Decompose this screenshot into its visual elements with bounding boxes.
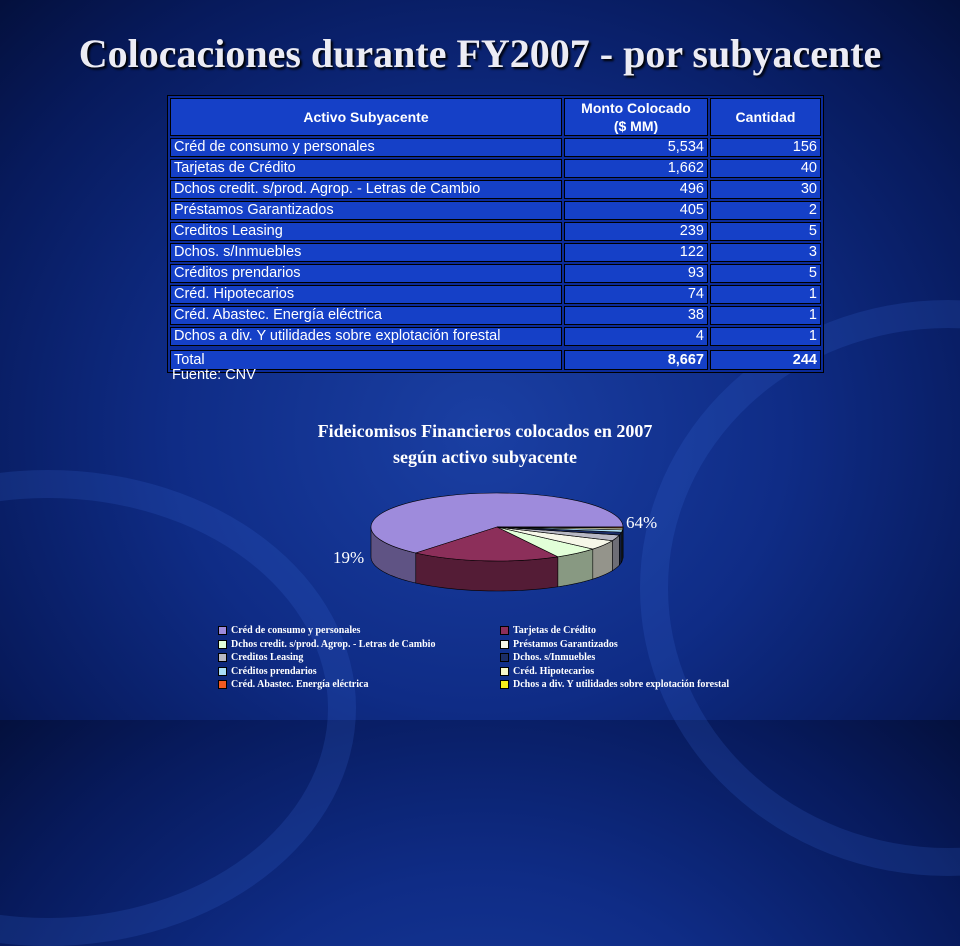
- cell-activo: Tarjetas de Crédito: [170, 159, 562, 178]
- cell-monto: 5,534: [564, 138, 708, 157]
- legend-item: [218, 639, 435, 650]
- cell-cantidad: 2: [710, 201, 821, 220]
- legend-swatch: [500, 640, 509, 649]
- legend-item: [218, 679, 368, 690]
- legend-label: Créd. Hipotecarios: [513, 666, 594, 677]
- cell-cantidad: 3: [710, 243, 821, 262]
- cell-monto: 38: [564, 306, 708, 325]
- legend-swatch: [218, 626, 227, 635]
- legend-label: Dchos. s/Inmuebles: [513, 652, 595, 663]
- legend-item: [218, 666, 317, 677]
- header-activo: Activo Subyacente: [170, 98, 562, 136]
- cell-activo: Dchos. s/Inmuebles: [170, 243, 562, 262]
- legend-label: Créd de consumo y personales: [231, 625, 360, 636]
- header-monto: Monto Colocado ($ MM): [564, 98, 708, 136]
- legend-item: [500, 679, 729, 690]
- source-note: Fuente: CNV: [172, 367, 256, 383]
- legend-swatch: [218, 667, 227, 676]
- cell-cantidad: 40: [710, 159, 821, 178]
- legend-item: [500, 625, 596, 636]
- slide-title: Colocaciones durante FY2007 - por subyacente: [0, 30, 960, 77]
- cell-monto: 1,662: [564, 159, 708, 178]
- cell-cantidad: 244: [710, 350, 821, 370]
- cell-cantidad: 30: [710, 180, 821, 199]
- cell-monto: 239: [564, 222, 708, 241]
- pie-slice-side: [619, 532, 621, 565]
- cell-activo: Créd de consumo y personales: [170, 138, 562, 157]
- cell-cantidad: 5: [710, 222, 821, 241]
- legend-swatch: [500, 667, 509, 676]
- chart-title-line1: Fideicomisos Financieros colocados en 2007: [230, 418, 740, 444]
- cell-monto: 496: [564, 180, 708, 199]
- header-cantidad: Cantidad: [710, 98, 821, 136]
- legend-label: Préstamos Garantizados: [513, 639, 618, 650]
- legend-swatch: [500, 626, 509, 635]
- cell-activo: Créditos prendarios: [170, 264, 562, 283]
- pie-tops: [371, 493, 623, 561]
- cell-cantidad: 5: [710, 264, 821, 283]
- legend-swatch: [500, 680, 509, 689]
- legend-label: Créditos prendarios: [231, 666, 317, 677]
- chart-title-line2: según activo subyacente: [230, 444, 740, 470]
- cell-cantidad: 156: [710, 138, 821, 157]
- cell-activo: Créd. Hipotecarios: [170, 285, 562, 304]
- cell-activo: Total: [170, 350, 562, 370]
- cell-cantidad: 1: [710, 327, 821, 346]
- cell-monto: 122: [564, 243, 708, 262]
- pie-data-label: 64%: [626, 513, 657, 532]
- pie-data-label: 19%: [333, 548, 364, 567]
- cell-activo: Dchos a div. Y utilidades sobre explotación forestal: [170, 327, 562, 346]
- cell-activo: Créd. Abastec. Energía eléctrica: [170, 306, 562, 325]
- pie-slice-side: [612, 535, 619, 571]
- legend-label: Creditos Leasing: [231, 652, 303, 663]
- legend-label: Tarjetas de Crédito: [513, 625, 596, 636]
- legend-label: Créd. Abastec. Energía eléctrica: [231, 679, 368, 690]
- cell-cantidad: 1: [710, 285, 821, 304]
- cell-activo: Creditos Leasing: [170, 222, 562, 241]
- cell-activo: Dchos credit. s/prod. Agrop. - Letras de Cambio: [170, 180, 562, 199]
- legend-swatch: [218, 680, 227, 689]
- cell-cantidad: 1: [710, 306, 821, 325]
- legend-item: [218, 652, 303, 663]
- cell-activo: Préstamos Garantizados: [170, 201, 562, 220]
- cell-monto: 74: [564, 285, 708, 304]
- legend-item: [218, 625, 360, 636]
- legend-label: Dchos credit. s/prod. Agrop. - Letras de Cambio: [231, 639, 435, 650]
- legend-swatch: [500, 653, 509, 662]
- cell-monto: 93: [564, 264, 708, 283]
- legend-item: [500, 639, 618, 650]
- legend-swatch: [218, 640, 227, 649]
- cell-monto: 4: [564, 327, 708, 346]
- cell-monto: 405: [564, 201, 708, 220]
- legend-swatch: [218, 653, 227, 662]
- legend-item: [500, 652, 595, 663]
- cell-monto: 8,667: [564, 350, 708, 370]
- legend-item: [500, 666, 594, 677]
- legend-label: Dchos a div. Y utilidades sobre explotación forestal: [513, 679, 729, 690]
